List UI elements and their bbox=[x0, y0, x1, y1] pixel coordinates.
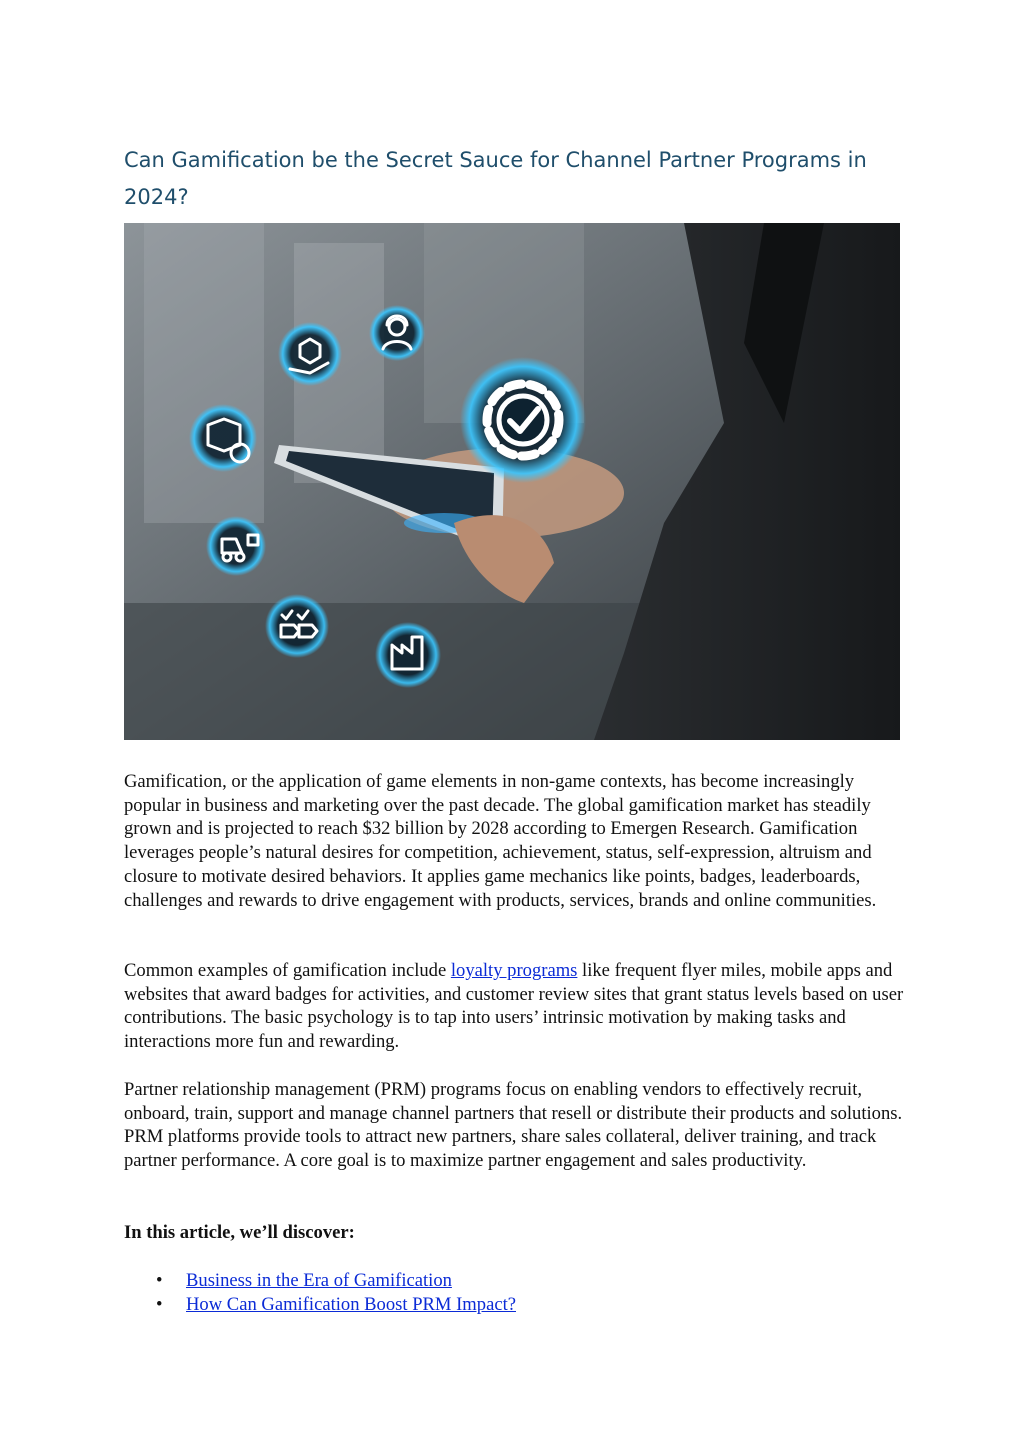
paragraph-examples bbox=[124, 959, 904, 1054]
toc-item bbox=[124, 1293, 904, 1317]
toc-item bbox=[124, 1269, 904, 1293]
discover-heading: In this article, we’ll discover: bbox=[124, 1222, 355, 1243]
table-of-contents bbox=[124, 1269, 904, 1316]
hero-image bbox=[124, 223, 900, 740]
paragraph-examples-text-after: like frequent flyer miles, mobile apps and websites that award badges for activities, and customer review sites that grant status levels based on user contributions. The basic psychology is to tap into users’ intrinsic motivation by making tasks and interactions more fun and rewarding. bbox=[124, 960, 904, 1053]
toc-link-prm-impact[interactable]: How Can Gamification Boost PRM Impact? bbox=[186, 1293, 516, 1315]
paragraph-intro: Gamification, or the application of game elements in non-game contexts, has become increasingly popular in business and marketing over the past decade. The global gamification market has steadily grown and is projected to reach $32 billion by 2028 according to Emergen Research. Gamification leverages people’s natural desires for competition, achievement, status, self-expression, altruism and closure to motivate desired behaviors. It applies game mechanics like points, badges, leaderboards, challenges and rewards to drive engagement with products, services, brands and online communities. bbox=[124, 771, 877, 911]
gear-check-icon bbox=[487, 384, 559, 456]
paragraph-prm: Partner relationship management (PRM) programs focus on enabling vendors to effectively recruit, onboard, train, support and manage channel partners that resell or distribute their products and solutions. PRM platforms provide tools to attract new partners, share sales collateral, deliver training, and track partner performance. A core goal is to maximize partner engagement and sales productivity. bbox=[124, 1079, 903, 1172]
toc-link-business-era[interactable]: Business in the Era of Gamification bbox=[186, 1270, 452, 1291]
paragraph-examples-text-before: Common examples of gamification include bbox=[124, 960, 451, 981]
loyalty-programs-link[interactable]: loyalty programs bbox=[450, 960, 578, 981]
article-title: Can Gamification be the Secret Sauce for Channel Partner Programs in 2024? bbox=[124, 148, 867, 209]
bullet-icon: • bbox=[156, 1293, 163, 1315]
bullet-icon: • bbox=[156, 1270, 163, 1291]
